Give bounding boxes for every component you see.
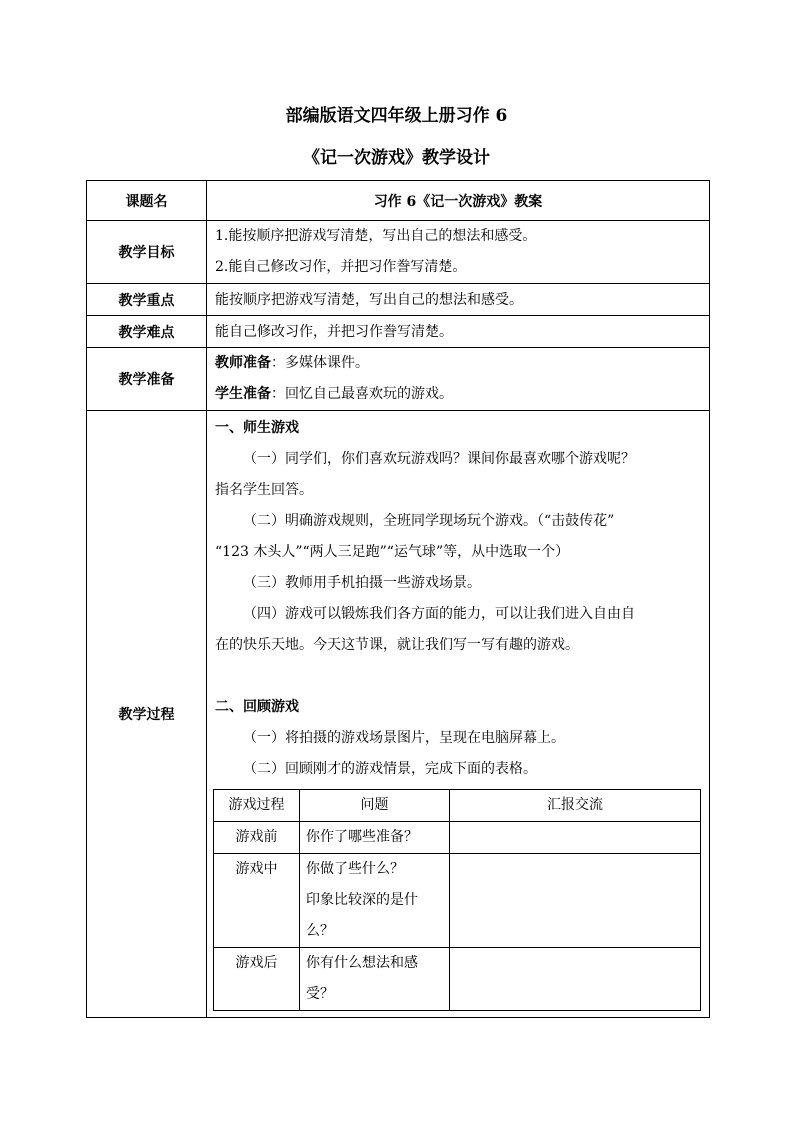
section1-heading: 一、师生游戏: [215, 420, 299, 436]
key-value: 能按顺序把游戏写清楚，写出自己的想法和感受。: [207, 284, 710, 316]
stage-cell: 游戏后: [214, 948, 300, 1011]
teacher-prep: [215, 348, 709, 379]
row-difficulty: [87, 316, 710, 348]
inner-row-before: [214, 822, 701, 854]
student-prep-value: ：回忆自己最喜欢玩的游戏。: [271, 386, 453, 402]
label-key: 教学重点: [87, 284, 207, 316]
s1-paragraph: （四）游戏可以锻炼我们各方面的能力，可以让我们进入自由自: [243, 606, 635, 622]
question-line: 你有什么想法和感: [306, 955, 418, 971]
inner-header: 汇报交流: [450, 790, 701, 822]
goal-item: 2.能自己修改习作，并把习作誊写清楚。: [215, 259, 467, 275]
s1-paragraph: 指名学生回答。: [215, 482, 313, 498]
label-prep: 教学准备: [87, 348, 207, 411]
s1-paragraph: “123 木头人”“两人三足跑”“运气球”等，从中选取一个）: [215, 544, 570, 560]
report-cell: [450, 822, 701, 854]
stage-cell: 游戏前: [214, 822, 300, 854]
blank-line: [215, 661, 709, 692]
question-line: 受？: [306, 986, 334, 1002]
process-cell: [207, 411, 710, 1018]
goals-cell: [207, 221, 710, 284]
label-goals: 教学目标: [87, 221, 207, 284]
s1-paragraph: （一）同学们，你们喜欢玩游戏吗？课间你最喜欢哪个游戏呢？: [243, 451, 635, 467]
goal-item: 1.能按顺序把游戏写清楚，写出自己的想法和感受。: [215, 228, 537, 244]
inner-row-after: [214, 948, 701, 1011]
stage-cell: 游戏中: [214, 854, 300, 948]
question-cell: [300, 948, 450, 1011]
question-line: 印象比较深的是什: [306, 892, 418, 908]
s1-paragraph: （二）明确游戏规则，全班同学现场玩个游戏。（“击鼓传花”: [243, 513, 615, 529]
question-line: 你作了哪些准备？: [306, 829, 418, 845]
inner-header: 游戏过程: [214, 790, 300, 822]
lesson-plan-table: [86, 180, 710, 1018]
report-cell: [450, 854, 701, 948]
inner-header-row: [214, 790, 701, 822]
inner-header: 问题: [300, 790, 450, 822]
question-cell: [300, 854, 450, 948]
label-process: 教学过程: [87, 411, 207, 1018]
difficulty-value: 能自己修改习作，并把习作誊写清楚。: [207, 316, 710, 348]
inner-row-during: [214, 854, 701, 948]
teacher-prep-label: 教师准备: [215, 355, 271, 371]
question-line: 么？: [306, 923, 334, 939]
s2-paragraph: （二）回顾刚才的游戏情景，完成下面的表格。: [243, 761, 537, 777]
game-review-table: [213, 789, 701, 1011]
row-prep: [87, 348, 710, 411]
prep-cell: [207, 348, 710, 411]
student-prep-label: 学生准备: [215, 386, 271, 402]
s2-paragraph: （一）将拍摄的游戏场景图片，呈现在电脑屏幕上。: [243, 730, 565, 746]
label-difficulty: 教学难点: [87, 316, 207, 348]
page-title: 部编版语文四年级上册习作 6: [285, 106, 508, 126]
question-cell: [300, 822, 450, 854]
row-process: [87, 411, 710, 1018]
s1-paragraph: 在的快乐天地。今天这节课，就让我们写一写有趣的游戏。: [215, 637, 579, 653]
student-prep: [215, 379, 709, 410]
page-subtitle: 《记一次游戏》教学设计: [303, 148, 490, 168]
row-goals: [87, 221, 710, 284]
teacher-prep-value: ：多媒体课件。: [271, 355, 369, 371]
question-line: 你做了些什么？: [306, 861, 404, 877]
report-cell: [450, 948, 701, 1011]
course-title: 习作 6《记一次游戏》教案: [207, 181, 710, 221]
label-course: 课题名: [87, 181, 207, 221]
section2-heading: 二、回顾游戏: [215, 699, 299, 715]
s1-paragraph: （三）教师用手机拍摄一些游戏场景。: [243, 575, 481, 591]
row-course: [87, 181, 710, 221]
row-key: [87, 284, 710, 316]
